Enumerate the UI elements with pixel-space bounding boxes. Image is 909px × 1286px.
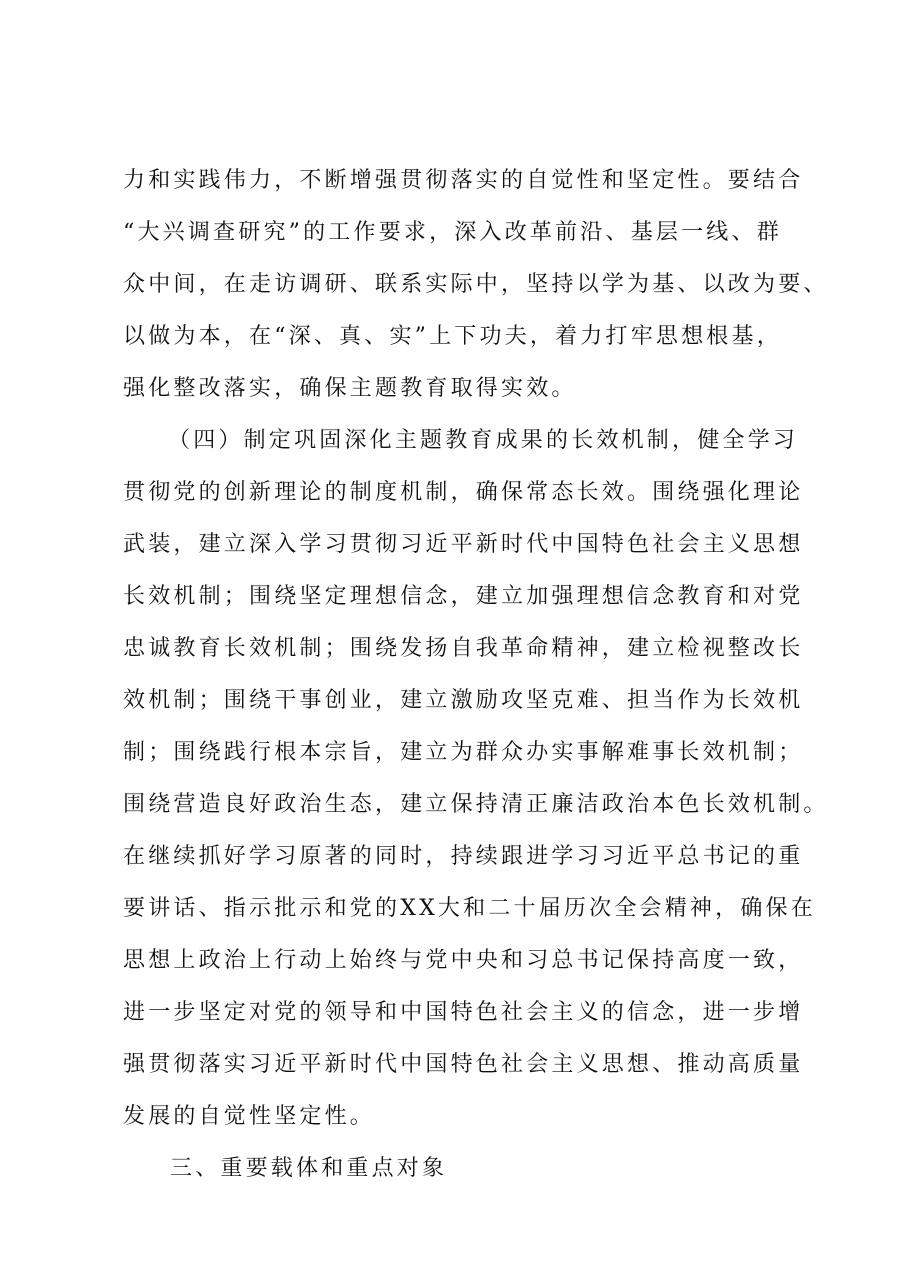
- text-line: 要讲话、指示批示和党的XX大和二十届历次全会精神，确保在: [123, 896, 816, 921]
- text-line: 力和实践伟力，不断增强贯彻落实的自觉性和坚定性。要结合: [123, 168, 804, 193]
- text-line: 武装，建立深入学习贯彻习近平新时代中国特色社会主义思想: [123, 532, 804, 557]
- text-line: 强贯彻落实习近平新时代中国特色社会主义思想、推动高质量: [123, 1052, 804, 1077]
- text-line: 思想上政治上行动上始终与党中央和习总书记保持高度一致，: [123, 948, 804, 973]
- text-line: 效机制；围绕干事创业，建立激励攻坚克难、担当作为长效机: [123, 688, 804, 713]
- text-line: “大兴调查研究”的工作要求，深入改革前沿、基层一线、群: [123, 220, 782, 245]
- text-line: 贯彻党的创新理论的制度机制，确保常态长效。围绕强化理论: [123, 480, 804, 505]
- text-line: 制；围绕践行根本宗旨，建立为群众办实事解难事长效机制；: [123, 740, 804, 765]
- text-line: 忠诚教育长效机制；围绕发扬自我革命精神，建立检视整改长: [123, 636, 804, 661]
- paragraph-start-line: （四）制定巩固深化主题教育成果的长效机制，健全学习: [168, 428, 799, 453]
- text-line: 众中间，在走访调研、联系实际中，坚持以学为基、以改为要、: [123, 272, 829, 297]
- text-line: 以做为本，在“深、真、实”上下功夫，着力打牢思想根基，: [123, 324, 782, 349]
- text-line: 进一步坚定对党的领导和中国特色社会主义的信念，进一步增: [123, 1000, 804, 1025]
- text-line: 在继续抓好学习原著的同时，持续跟进学习习近平总书记的重: [123, 844, 804, 869]
- text-line: 围绕营造良好政治生态，建立保持清正廉洁政治本色长效机制。: [123, 792, 829, 817]
- text-line: 长效机制；围绕坚定理想信念，建立加强理想信念教育和对党: [123, 584, 804, 609]
- text-line: 发展的自觉性坚定性。: [123, 1104, 376, 1129]
- text-line: 强化整改落实，确保主题教育取得实效。: [123, 376, 577, 401]
- section-heading: 三、重要载体和重点对象: [170, 1156, 448, 1181]
